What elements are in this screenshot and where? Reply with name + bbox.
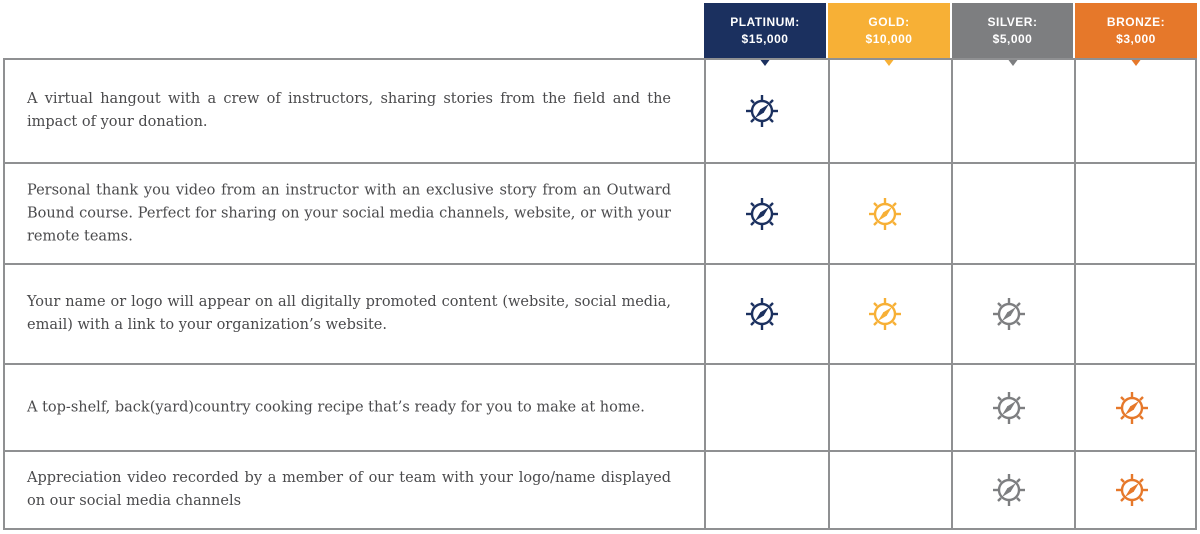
benefit-row [5, 450, 1195, 528]
tier-name-bronze: BRONZE: [1106, 15, 1166, 29]
tier-header-gold [828, 3, 950, 58]
compass-icon [867, 296, 903, 332]
benefit-row [5, 363, 1195, 450]
compass-icon [744, 296, 780, 332]
benefit-row [5, 60, 1195, 162]
compass-icon [991, 472, 1027, 508]
compass-icon [1114, 390, 1150, 426]
compass-icon [744, 196, 780, 232]
compass-icon [991, 296, 1027, 332]
benefit-row [5, 263, 1195, 363]
tier-name-platinum: PLATINUM: [730, 15, 800, 29]
compass-icon [867, 196, 903, 232]
tier-header-bronze [1075, 3, 1197, 58]
tier-header-silver [952, 3, 1073, 58]
benefit-text: Appreciation video recorded by a member of our team with your logo/name displayed on our social media channels [27, 470, 671, 509]
tier-amount-platinum: $15,000 [741, 32, 789, 46]
tier-amount-silver: $5,000 [992, 32, 1033, 46]
benefit-text: Personal thank you video from an instructor with an exclusive story from an Outward Bound course. Perfect for sharing on your social media channels, website, or with your remote teams. [27, 182, 671, 244]
tier-amount-bronze: $3,000 [1116, 32, 1156, 46]
compass-icon [991, 390, 1027, 426]
benefit-text: A virtual hangout with a crew of instructors, sharing stories from the field and the impact of your donation. [27, 91, 671, 130]
benefit-text: Your name or logo will appear on all digitally promoted content (website, social media, email) with a link to your organization’s website. [27, 294, 671, 333]
tier-amount-gold: $10,000 [865, 32, 913, 46]
benefit-row [5, 162, 1195, 263]
tier-name-silver: SILVER: [987, 15, 1038, 29]
compass-icon [1114, 472, 1150, 508]
benefit-text: A top-shelf, back(yard)country cooking recipe that’s ready for you to make at home. [27, 399, 645, 415]
benefits-table [3, 58, 1197, 530]
tier-name-gold: GOLD: [868, 15, 910, 29]
compass-icon [744, 93, 780, 129]
tier-header-platinum [704, 3, 826, 58]
